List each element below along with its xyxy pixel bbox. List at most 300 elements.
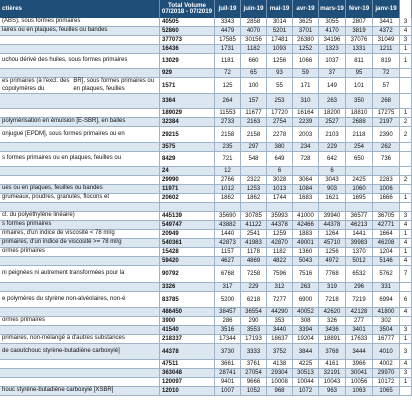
- cell-month-value[interactable]: 29304: [267, 369, 293, 378]
- cell-month-value[interactable]: 3436: [319, 326, 346, 335]
- cell-total-volume[interactable]: 15428: [160, 248, 215, 257]
- cell-month-value[interactable]: 100: [241, 78, 267, 94]
- cell-month-value[interactable]: 7768: [319, 266, 346, 283]
- cell-month-value[interactable]: 1256: [319, 248, 346, 257]
- table-row[interactable]: [0, 378, 408, 387]
- cell-month-value[interactable]: 1259: [267, 230, 293, 239]
- cell-month-value[interactable]: 4: [400, 360, 412, 369]
- cell-month-value[interactable]: 297: [241, 143, 267, 152]
- cell-month-value[interactable]: 16777: [373, 335, 400, 344]
- cell-total-volume[interactable]: 29215: [160, 127, 215, 143]
- table-row[interactable]: [0, 69, 400, 78]
- cell-total-volume[interactable]: 41540: [160, 326, 215, 335]
- cell-month-value[interactable]: 30156: [241, 36, 267, 45]
- cell-total-volume[interactable]: 3900: [160, 317, 215, 326]
- cell-total-volume[interactable]: 120097: [160, 378, 215, 387]
- cell-month-value[interactable]: 1: [400, 45, 412, 54]
- cell-month-value[interactable]: 9666: [241, 378, 267, 387]
- cell-month-value[interactable]: 1256: [267, 54, 293, 69]
- cell-month-value[interactable]: 10172: [373, 378, 400, 387]
- cell-month-value[interactable]: 3752: [267, 344, 293, 360]
- cell-month-value[interactable]: 1744: [267, 194, 293, 203]
- cell-month-value[interactable]: 37: [319, 69, 346, 78]
- cell-month-value[interactable]: 819: [373, 54, 400, 69]
- cell-month-value[interactable]: [400, 167, 412, 176]
- cell-month-value[interactable]: 1093: [267, 45, 293, 54]
- cell-month-value[interactable]: 277: [346, 317, 373, 326]
- cell-month-value[interactable]: 1862: [241, 194, 267, 203]
- cell-month-value[interactable]: 12: [215, 167, 241, 176]
- cell-month-value[interactable]: 49001: [293, 239, 319, 248]
- cell-description[interactable]: [0, 194, 160, 203]
- cell-month-value[interactable]: 3504: [373, 326, 400, 335]
- cell-month-value[interactable]: 17193: [241, 335, 267, 344]
- cell-month-value[interactable]: 31049: [373, 36, 400, 45]
- cell-month-value[interactable]: 6768: [215, 266, 241, 283]
- cell-total-volume[interactable]: 24: [160, 167, 215, 176]
- cell-month-value[interactable]: [373, 167, 400, 176]
- cell-description[interactable]: [0, 326, 160, 335]
- cell-month-value[interactable]: 1441: [346, 230, 373, 239]
- cell-month-value[interactable]: 253: [267, 94, 293, 109]
- cell-month-value[interactable]: 3553: [241, 326, 267, 335]
- cell-month-value[interactable]: [215, 203, 241, 212]
- cell-month-value[interactable]: 2766: [215, 176, 241, 185]
- table-row[interactable]: [0, 143, 400, 152]
- cell-month-value[interactable]: 1084: [293, 185, 319, 194]
- cell-month-value[interactable]: 18200: [319, 109, 346, 118]
- cell-month-value[interactable]: 18891: [319, 335, 346, 344]
- cell-month-value[interactable]: [346, 167, 373, 176]
- cell-month-value[interactable]: 11677: [241, 109, 267, 118]
- cell-month-value[interactable]: 262: [373, 143, 400, 152]
- cell-month-value[interactable]: 34196: [319, 36, 346, 45]
- cell-month-value[interactable]: 4002: [373, 360, 400, 369]
- cell-month-value[interactable]: 42620: [319, 308, 346, 317]
- table-row[interactable]: [0, 344, 408, 360]
- cell-total-volume[interactable]: 189029: [160, 109, 215, 118]
- cell-month-value[interactable]: 728: [293, 152, 319, 167]
- cell-month-value[interactable]: 28741: [215, 369, 241, 378]
- cell-month-value[interactable]: [400, 94, 412, 109]
- cell-month-value[interactable]: 18637: [267, 335, 293, 344]
- header-month[interactable]: juil-19: [215, 0, 241, 18]
- cell-month-value[interactable]: 10044: [293, 378, 319, 387]
- header-month[interactable]: dé: [400, 0, 412, 18]
- cell-month-value[interactable]: 2118: [346, 127, 373, 143]
- cell-description[interactable]: [0, 317, 160, 326]
- cell-description[interactable]: [0, 94, 160, 109]
- cell-month-value[interactable]: 40052: [293, 308, 319, 317]
- cell-month-value[interactable]: [400, 387, 412, 396]
- cell-month-value[interactable]: 1621: [319, 194, 346, 203]
- cell-month-value[interactable]: 4170: [319, 27, 346, 36]
- cell-month-value[interactable]: 963: [319, 387, 346, 396]
- cell-month-value[interactable]: 229: [319, 143, 346, 152]
- cell-month-value[interactable]: 6218: [241, 292, 267, 308]
- cell-month-value[interactable]: 3394: [293, 326, 319, 335]
- cell-month-value[interactable]: 649: [267, 152, 293, 167]
- cell-description[interactable]: [0, 127, 160, 143]
- table-row[interactable]: [0, 212, 408, 221]
- table-row[interactable]: [0, 326, 408, 335]
- cell-total-volume[interactable]: 377073: [160, 36, 215, 45]
- cell-month-value[interactable]: 3343: [215, 18, 241, 27]
- cell-month-value[interactable]: 27054: [241, 369, 267, 378]
- cell-month-value[interactable]: 1013: [267, 185, 293, 194]
- cell-month-value[interactable]: 11553: [215, 109, 241, 118]
- cell-description[interactable]: [0, 152, 160, 167]
- cell-month-value[interactable]: 353: [267, 317, 293, 326]
- cell-month-value[interactable]: 3043: [319, 176, 346, 185]
- table-row[interactable]: [0, 317, 400, 326]
- cell-month-value[interactable]: 1204: [373, 248, 400, 257]
- cell-month-value[interactable]: 380: [267, 143, 293, 152]
- table-row[interactable]: [0, 27, 408, 36]
- cell-month-value[interactable]: 331: [373, 283, 400, 292]
- cell-month-value[interactable]: 46213: [346, 221, 373, 230]
- table-row[interactable]: [0, 18, 408, 27]
- cell-description[interactable]: [0, 248, 160, 257]
- cell-month-value[interactable]: 4: [400, 257, 412, 266]
- cell-month-value[interactable]: 2197: [373, 118, 400, 127]
- cell-month-value[interactable]: 42466: [293, 221, 319, 230]
- cell-month-value[interactable]: 65: [241, 69, 267, 78]
- cell-month-value[interactable]: 44378: [267, 221, 293, 230]
- cell-month-value[interactable]: 1883: [293, 230, 319, 239]
- table-row[interactable]: [0, 127, 408, 143]
- cell-month-value[interactable]: 3701: [293, 27, 319, 36]
- header-month[interactable]: janv-19: [373, 0, 400, 18]
- cell-description[interactable]: [0, 292, 160, 308]
- table-row[interactable]: [0, 78, 400, 94]
- cell-month-value[interactable]: 5012: [346, 257, 373, 266]
- cell-month-value[interactable]: 171: [293, 78, 319, 94]
- cell-month-value[interactable]: 36554: [241, 308, 267, 317]
- cell-month-value[interactable]: 44378: [319, 221, 346, 230]
- cell-month-value[interactable]: 650: [346, 152, 373, 167]
- cell-month-value[interactable]: 35993: [267, 212, 293, 221]
- table-row[interactable]: [0, 292, 408, 308]
- table-row[interactable]: [0, 185, 400, 194]
- cell-month-value[interactable]: 1182: [241, 45, 267, 54]
- cell-total-volume[interactable]: 47511: [160, 360, 215, 369]
- table-row[interactable]: [0, 109, 408, 118]
- cell-month-value[interactable]: 229: [241, 283, 267, 292]
- cell-month-value[interactable]: 302: [373, 317, 400, 326]
- table-row[interactable]: [0, 248, 408, 257]
- cell-month-value[interactable]: 310: [293, 94, 319, 109]
- cell-month-value[interactable]: 1063: [346, 387, 373, 396]
- cell-month-value[interactable]: 2003: [293, 127, 319, 143]
- cell-total-volume[interactable]: 929: [160, 69, 215, 78]
- cell-month-value[interactable]: 4: [400, 308, 412, 317]
- cell-month-value[interactable]: 3333: [241, 344, 267, 360]
- cell-month-value[interactable]: 10056: [346, 378, 373, 387]
- table-row[interactable]: [0, 194, 408, 203]
- cell-month-value[interactable]: 1060: [346, 185, 373, 194]
- cell-month-value[interactable]: 2541: [241, 230, 267, 239]
- cell-month-value[interactable]: 2: [400, 176, 412, 185]
- cell-total-volume[interactable]: 363048: [160, 369, 215, 378]
- cell-month-value[interactable]: 3516: [215, 326, 241, 335]
- cell-month-value[interactable]: 7219: [346, 292, 373, 308]
- cell-month-value[interactable]: 1264: [319, 230, 346, 239]
- cell-month-value[interactable]: 17585: [215, 36, 241, 45]
- cell-month-value[interactable]: 4: [400, 27, 412, 36]
- cell-total-volume[interactable]: 445139: [160, 212, 215, 221]
- cell-month-value[interactable]: 4869: [241, 257, 267, 266]
- cell-month-value[interactable]: 5200: [215, 292, 241, 308]
- cell-month-value[interactable]: 1862: [215, 194, 241, 203]
- cell-total-volume[interactable]: 1571: [160, 78, 215, 94]
- cell-month-value[interactable]: 6532: [346, 266, 373, 283]
- cell-total-volume[interactable]: 13029: [160, 54, 215, 69]
- cell-month-value[interactable]: 968: [267, 387, 293, 396]
- cell-month-value[interactable]: 254: [346, 143, 373, 152]
- cell-month-value[interactable]: 660: [241, 54, 267, 69]
- cell-month-value[interactable]: 4372: [373, 27, 400, 36]
- cell-month-value[interactable]: 1182: [267, 248, 293, 257]
- cell-month-value[interactable]: 1211: [373, 45, 400, 54]
- cell-month-value[interactable]: 1066: [293, 54, 319, 69]
- cell-month-value[interactable]: 4: [400, 221, 412, 230]
- table-row[interactable]: [0, 176, 408, 185]
- cell-description[interactable]: [0, 266, 160, 283]
- cell-total-volume[interactable]: 12010: [160, 387, 215, 396]
- cell-month-value[interactable]: 4972: [319, 257, 346, 266]
- cell-month-value[interactable]: 39983: [346, 239, 373, 248]
- cell-description[interactable]: [0, 335, 160, 344]
- cell-month-value[interactable]: 4225: [293, 360, 319, 369]
- cell-month-value[interactable]: 2: [400, 118, 412, 127]
- cell-month-value[interactable]: 3844: [293, 344, 319, 360]
- cell-month-value[interactable]: 2239: [293, 118, 319, 127]
- cell-month-value[interactable]: [346, 203, 373, 212]
- cell-month-value[interactable]: 2390: [373, 127, 400, 143]
- cell-month-value[interactable]: 6900: [293, 292, 319, 308]
- cell-month-value[interactable]: 721: [215, 152, 241, 167]
- cell-month-value[interactable]: 4822: [267, 257, 293, 266]
- header-total-volume[interactable]: [160, 0, 215, 18]
- cell-description[interactable]: [0, 203, 160, 212]
- table-row[interactable]: [0, 257, 408, 266]
- cell-description[interactable]: [0, 257, 160, 266]
- cell-description[interactable]: [0, 109, 160, 118]
- cell-description[interactable]: [0, 185, 160, 194]
- cell-month-value[interactable]: 3014: [267, 18, 293, 27]
- cell-month-value[interactable]: 3441: [373, 18, 400, 27]
- cell-month-value[interactable]: 811: [346, 54, 373, 69]
- cell-total-volume[interactable]: 3575: [160, 143, 215, 152]
- cell-month-value[interactable]: 72: [373, 69, 400, 78]
- cell-month-value[interactable]: 5201: [267, 27, 293, 36]
- cell-month-value[interactable]: 1664: [373, 230, 400, 239]
- cell-month-value[interactable]: 10008: [267, 378, 293, 387]
- cell-month-value[interactable]: [400, 152, 412, 167]
- cell-month-value[interactable]: [241, 203, 267, 212]
- cell-total-volume[interactable]: 16436: [160, 45, 215, 54]
- cell-month-value[interactable]: 3761: [241, 360, 267, 369]
- cell-month-value[interactable]: 36705: [373, 212, 400, 221]
- cell-month-value[interactable]: 41983: [241, 239, 267, 248]
- cell-total-volume[interactable]: 20949: [160, 230, 215, 239]
- cell-month-value[interactable]: 1: [400, 109, 412, 118]
- table-row[interactable]: [0, 369, 408, 378]
- cell-month-value[interactable]: 317: [215, 283, 241, 292]
- cell-month-value[interactable]: 41122: [241, 221, 267, 230]
- cell-month-value[interactable]: 2527: [319, 118, 346, 127]
- cell-month-value[interactable]: [400, 69, 412, 78]
- cell-description[interactable]: [0, 45, 160, 54]
- cell-month-value[interactable]: 4: [400, 239, 412, 248]
- cell-month-value[interactable]: 3440: [267, 326, 293, 335]
- cell-month-value[interactable]: 2322: [241, 176, 267, 185]
- cell-month-value[interactable]: 17720: [267, 109, 293, 118]
- cell-month-value[interactable]: 2425: [346, 176, 373, 185]
- cell-month-value[interactable]: 548: [241, 152, 267, 167]
- cell-month-value[interactable]: 1253: [241, 185, 267, 194]
- cell-month-value[interactable]: 3661: [215, 360, 241, 369]
- cell-month-value[interactable]: [400, 317, 412, 326]
- cell-total-volume[interactable]: 486450: [160, 308, 215, 317]
- table-row[interactable]: [0, 167, 400, 176]
- cell-month-value[interactable]: 903: [319, 185, 346, 194]
- cell-month-value[interactable]: 95: [346, 69, 373, 78]
- cell-month-value[interactable]: 264: [215, 94, 241, 109]
- cell-description[interactable]: [0, 54, 160, 69]
- cell-total-volume[interactable]: 11971: [160, 185, 215, 194]
- cell-month-value[interactable]: 7: [400, 266, 412, 283]
- cell-month-value[interactable]: 3: [400, 369, 412, 378]
- header-month[interactable]: avr-19: [293, 0, 319, 18]
- cell-month-value[interactable]: 38457: [215, 308, 241, 317]
- cell-description[interactable]: [0, 118, 160, 127]
- cell-month-value[interactable]: 30785: [241, 212, 267, 221]
- cell-month-value[interactable]: 6994: [373, 292, 400, 308]
- cell-description[interactable]: [0, 239, 160, 248]
- cell-month-value[interactable]: 19204: [293, 335, 319, 344]
- cell-month-value[interactable]: 4627: [215, 257, 241, 266]
- cell-month-value[interactable]: 4138: [267, 360, 293, 369]
- cell-month-value[interactable]: 72: [215, 69, 241, 78]
- cell-month-value[interactable]: 17481: [267, 36, 293, 45]
- cell-month-value[interactable]: 4161: [319, 360, 346, 369]
- cell-month-value[interactable]: 29970: [373, 369, 400, 378]
- cell-month-value[interactable]: [400, 143, 412, 152]
- cell-month-value[interactable]: 263: [293, 283, 319, 292]
- cell-month-value[interactable]: 296: [346, 283, 373, 292]
- table-row[interactable]: [0, 360, 408, 369]
- cell-month-value[interactable]: [267, 203, 293, 212]
- cell-month-value[interactable]: 2754: [267, 118, 293, 127]
- cell-month-value[interactable]: 3: [400, 344, 412, 360]
- header-month[interactable]: févr-19: [346, 0, 373, 18]
- cell-month-value[interactable]: 1157: [215, 248, 241, 257]
- cell-total-volume[interactable]: 90792: [160, 266, 215, 283]
- cell-month-value[interactable]: 2688: [346, 118, 373, 127]
- cell-month-value[interactable]: 1072: [293, 387, 319, 396]
- cell-month-value[interactable]: [400, 203, 412, 212]
- cell-month-value[interactable]: 3: [400, 326, 412, 335]
- cell-total-volume[interactable]: 59420: [160, 257, 215, 266]
- table-row[interactable]: [0, 152, 400, 167]
- cell-month-value[interactable]: 3: [400, 36, 412, 45]
- cell-month-value[interactable]: 1683: [293, 194, 319, 203]
- cell-month-value[interactable]: 1052: [241, 387, 267, 396]
- cell-total-volume[interactable]: 8429: [160, 152, 215, 167]
- cell-month-value[interactable]: 268: [373, 94, 400, 109]
- table-row[interactable]: [0, 266, 408, 283]
- cell-month-value[interactable]: 1065: [373, 387, 400, 396]
- cell-month-value[interactable]: 1012: [215, 185, 241, 194]
- cell-month-value[interactable]: 235: [215, 143, 241, 152]
- cell-total-volume[interactable]: 3326: [160, 283, 215, 292]
- cell-month-value[interactable]: 3: [400, 18, 412, 27]
- cell-month-value[interactable]: 17275: [373, 109, 400, 118]
- cell-month-value[interactable]: 7258: [241, 266, 267, 283]
- cell-month-value[interactable]: 93: [267, 69, 293, 78]
- header-description[interactable]: ctières: [0, 0, 160, 18]
- cell-month-value[interactable]: 3444: [346, 344, 373, 360]
- cell-month-value[interactable]: 2807: [346, 18, 373, 27]
- cell-month-value[interactable]: 44290: [267, 308, 293, 317]
- cell-month-value[interactable]: 37076: [346, 36, 373, 45]
- cell-month-value[interactable]: 7218: [319, 292, 346, 308]
- cell-month-value[interactable]: 4010: [373, 344, 400, 360]
- cell-month-value[interactable]: 1360: [293, 248, 319, 257]
- cell-description[interactable]: [0, 69, 160, 78]
- cell-month-value[interactable]: 1178: [241, 248, 267, 257]
- cell-month-value[interactable]: 26380: [293, 36, 319, 45]
- cell-month-value[interactable]: 101: [346, 78, 373, 94]
- cell-month-value[interactable]: 1: [400, 335, 412, 344]
- cell-month-value[interactable]: 5043: [293, 257, 319, 266]
- cell-total-volume[interactable]: 218337: [160, 335, 215, 344]
- header-month[interactable]: mai-19: [267, 0, 293, 18]
- table-row[interactable]: [0, 45, 408, 54]
- cell-month-value[interactable]: 234: [293, 143, 319, 152]
- cell-month-value[interactable]: 2278: [267, 127, 293, 143]
- cell-description[interactable]: [0, 212, 160, 221]
- cell-month-value[interactable]: 4070: [241, 27, 267, 36]
- cell-month-value[interactable]: 30513: [293, 369, 319, 378]
- cell-total-volume[interactable]: 52860: [160, 27, 215, 36]
- cell-month-value[interactable]: 5146: [373, 257, 400, 266]
- cell-month-value[interactable]: [293, 167, 319, 176]
- cell-month-value[interactable]: 3625: [293, 18, 319, 27]
- cell-month-value[interactable]: 1: [400, 54, 412, 69]
- cell-month-value[interactable]: 42873: [215, 239, 241, 248]
- cell-total-volume[interactable]: 3364: [160, 94, 215, 109]
- cell-description[interactable]: [0, 27, 160, 36]
- cell-month-value[interactable]: 10043: [319, 378, 346, 387]
- cell-month-value[interactable]: 1440: [215, 230, 241, 239]
- cell-total-volume[interactable]: 32384: [160, 118, 215, 127]
- cell-month-value[interactable]: 319: [319, 283, 346, 292]
- cell-description[interactable]: [0, 283, 160, 292]
- table-row[interactable]: [0, 283, 400, 292]
- cell-description[interactable]: [0, 230, 160, 239]
- cell-month-value[interactable]: 7277: [267, 292, 293, 308]
- cell-month-value[interactable]: 55: [267, 78, 293, 94]
- cell-month-value[interactable]: 286: [215, 317, 241, 326]
- cell-month-value[interactable]: 41000: [293, 212, 319, 221]
- cell-month-value[interactable]: 6: [267, 167, 293, 176]
- cell-description[interactable]: [0, 18, 160, 27]
- cell-month-value[interactable]: 157: [241, 94, 267, 109]
- cell-month-value[interactable]: 290: [241, 317, 267, 326]
